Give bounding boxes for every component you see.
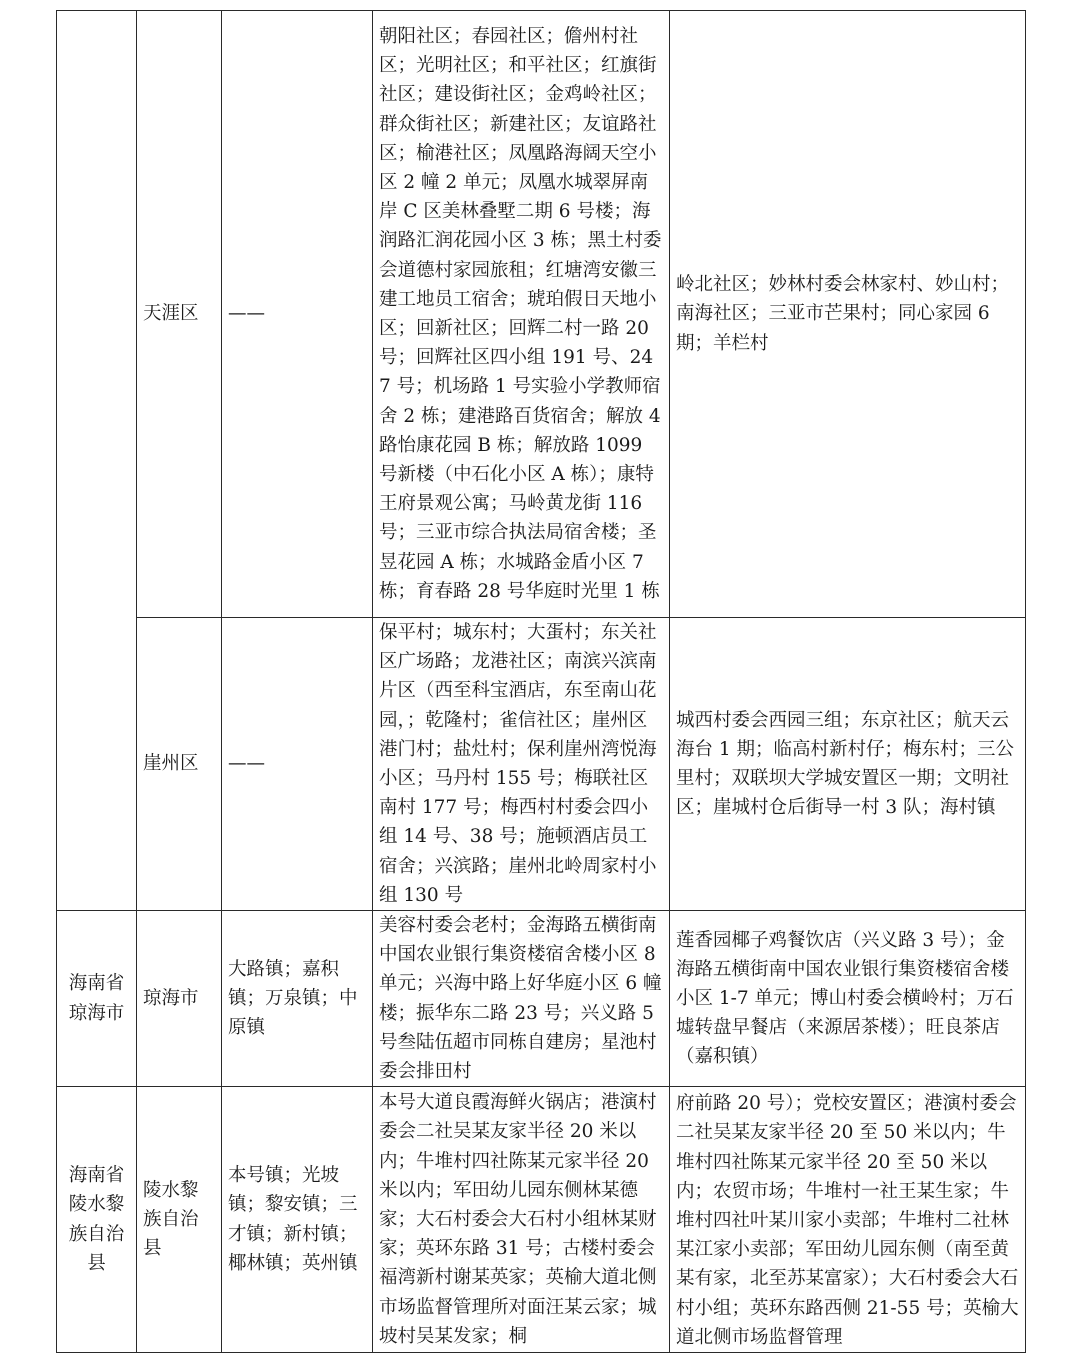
province-cell: 海南省陵水黎族自治县: [57, 1087, 137, 1353]
city-cell: 陵水黎族自治县: [137, 1087, 222, 1353]
mid-risk-cell: 岭北社区；妙林村委会林家村、妙山村；南海社区；三亚市芒果村；同心家园 6 期；羊栏村: [670, 11, 1026, 618]
province-cell: 海南省琼海市: [57, 911, 137, 1087]
city-cell: 琼海市: [137, 911, 222, 1087]
high-risk-cell: 保平村；城东村；大蛋村；东关社区广场路；龙港社区；南滨兴滨南片区（西至科宝酒店，东至南山花园，；乾隆村；雀信社区；崖州区港门村；盐灶村；保利崖州湾悦海小区；马丹村 155 号；梅联社区南村 177 号；梅西村村委会四小组 14 号、38 号；施顿酒店员工宿舍；兴滨路；崖州北岭周家村小组 130 号: [373, 618, 670, 911]
high-risk-cell: 朝阳社区；春园社区；儋州村社区；光明社区；和平社区；红旗街社区；建设街社区；金鸡岭社区；群众街社区；新建社区；友谊路社区；榆港社区；凤凰路海阔天空小区 2 幢 2 单元；凤凰水城翠屏南岸 C 区美林叠墅二期 6 号楼；海润路汇润花园小区 3 栋；黑土村委会道德村家园旅租；红塘湾安徽三建工地员工宿舍；琥珀假日天地小区；回新社区；回辉二村一路 20 号；回辉社区四小组 191 号、247 号；机场路 1 号实验小学教师宿舍 2 栋；建港路百货宿舍；解放 4 路怡康花园 B 栋；解放路 1099 号新楼（中石化小区 A 栋）；康特王府景观公寓；马岭黄龙街 116 号；三亚市综合执法局宿舍楼；圣昱花园 A 栋；水城路金盾小区 7 栋；育春路 28 号华庭时光里 1 栋: [373, 11, 670, 618]
towns-cell: 本号镇；光坡镇；黎安镇；三才镇；新村镇；椰林镇；英州镇: [222, 1087, 373, 1353]
province-cell: [57, 11, 137, 911]
high-risk-cell: 美容村委会老村；金海路五横街南中国农业银行集资楼宿舍楼小区 8 单元；兴海中路上好华庭小区 6 幢楼；振华东二路 23 号；兴义路 5 号叁陆伍超市同栋自建房；星池村委会排田村: [373, 911, 670, 1087]
towns-cell: 大路镇；嘉积镇；万泉镇；中原镇: [222, 911, 373, 1087]
mid-risk-cell: 府前路 20 号）；党校安置区；港演村委会二社吴某友家半径 20 至 50 米以内；牛堆村四社陈某元家半径 20 至 50 米以内；农贸市场；牛堆村一社王某生家；牛堆村四社叶某川家小卖部；牛堆村二社林某江家小卖部；军田幼儿园东侧（南至黄某有家，北至苏某富家）；大石村委会大石村小组；英环东路西侧 21-55 号；英榆大道北侧市场监督管理: [670, 1087, 1026, 1353]
high-risk-cell: 本号大道良霞海鲜火锅店；港演村委会二社吴某友家半径 20 米以内；牛堆村四社陈某元家半径 20 米以内；军田幼儿园东侧林某德家；大石村委会大石村小组林某财家；英环东路 31 号；古楼村委会福湾新村谢某英家；英榆大道北侧市场监督管理所对面汪某云家；城坡村吴某发家；桐: [373, 1087, 670, 1353]
city-cell: 天涯区: [137, 11, 222, 618]
table-row: [57, 1087, 1026, 1353]
table-row: [57, 618, 1026, 911]
table-row: [57, 11, 1026, 618]
mid-risk-cell: 莲香园椰子鸡餐饮店（兴义路 3 号）；金海路五横街南中国农业银行集资楼宿舍楼小区 1-7 单元；博山村委会横岭村；万石墟转盘早餐店（来源居茶楼）；旺良茶店（嘉积镇）: [670, 911, 1026, 1087]
towns-cell: ——: [222, 618, 373, 911]
towns-cell: ——: [222, 11, 373, 618]
table-row: [57, 911, 1026, 1087]
risk-area-table: [56, 10, 1026, 1353]
city-cell: 崖州区: [137, 618, 222, 911]
mid-risk-cell: 城西村委会西园三组；东京社区；航天云海台 1 期；临高村新村仔；梅东村；三公里村；双联坝大学城安置区一期；文明社区；崖城村仓后街导一村 3 队；海村镇: [670, 618, 1026, 911]
